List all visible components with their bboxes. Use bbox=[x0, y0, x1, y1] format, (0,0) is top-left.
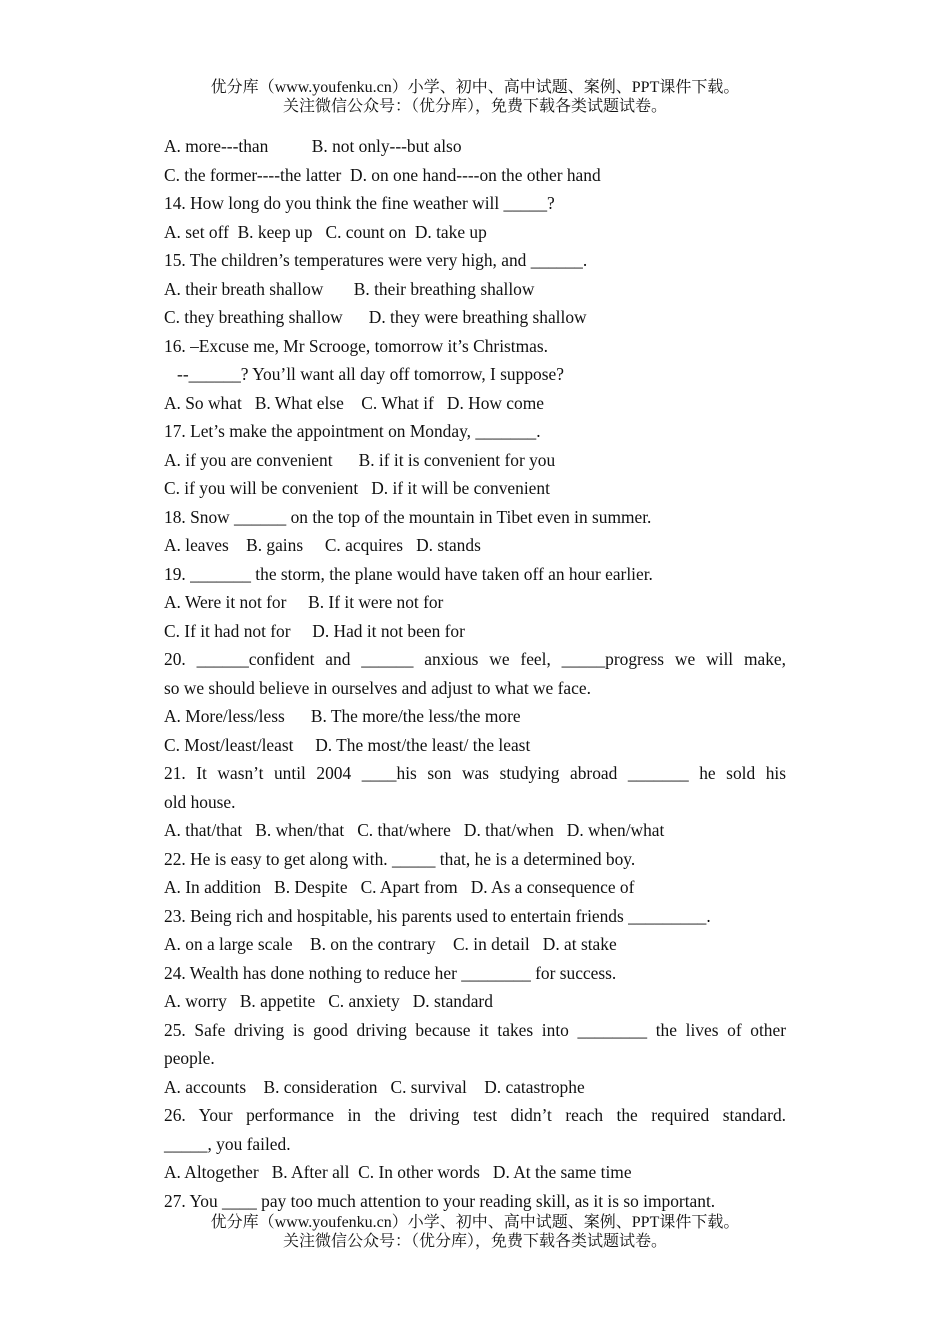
text-line: A. their breath shallow B. their breathing shallow bbox=[164, 278, 535, 299]
text-line: C. the former----the latter D. on one hand----on the other hand bbox=[164, 164, 601, 185]
text-line: A. So what B. What else C. What if D. How come bbox=[164, 392, 544, 413]
text-line: _____, you failed. bbox=[164, 1133, 291, 1154]
text-line: 16. –Excuse me, Mr Scrooge, tomorrow it’s Christmas. bbox=[164, 335, 548, 356]
text-line: 27. You ____ pay too much attention to your reading skill, as it is so important. bbox=[164, 1190, 716, 1211]
text-line: 19. _______ the storm, the plane would have taken off an hour earlier. bbox=[164, 563, 653, 584]
text-line: A. Altogether B. After all C. In other words D. At the same time bbox=[164, 1162, 632, 1182]
text-line: A. worry B. appetite C. anxiety D. standard bbox=[164, 991, 493, 1011]
text-line: 17. Let’s make the appointment on Monday, _______. bbox=[164, 421, 541, 441]
text-line: 26. Your performance in the driving test didn’t reach the required standard. bbox=[164, 1105, 786, 1125]
text-line: A. that/that B. when/that C. that/where D. that/when D. when/what bbox=[164, 820, 665, 840]
text-line: A. leaves B. gains C. acquires D. stands bbox=[164, 535, 481, 555]
text-line: 25. Safe driving is good driving because it takes into ________ the lives of other bbox=[164, 1019, 786, 1040]
text-line: A. In addition B. Despite C. Apart from D. As a consequence of bbox=[164, 877, 635, 897]
text-line: A. if you are convenient B. if it is convenient for you bbox=[164, 449, 556, 470]
header-line-2: 关注微信公众号：（优分库），免费下载各类试题试卷。 bbox=[282, 98, 667, 115]
document-body bbox=[164, 132, 786, 1215]
text-line: A. accounts B. consideration C. survival D. catastrophe bbox=[164, 1076, 585, 1097]
text-line: 15. The children’s temperatures were very high, and ______. bbox=[164, 250, 588, 270]
text-line: 24. Wealth has done nothing to reduce her ________ for success. bbox=[164, 962, 617, 983]
text-line: so we should believe in ourselves and adjust to what we face. bbox=[164, 677, 591, 698]
text-line: people. bbox=[164, 1048, 215, 1068]
footer-line-2: 关注微信公众号：（优分库），免费下载各类试题试卷。 bbox=[282, 1233, 667, 1250]
text-line: A. Were it not for B. If it were not for bbox=[164, 592, 444, 612]
text-line: 22. He is easy to get along with. _____ that, he is a determined boy. bbox=[164, 848, 636, 869]
text-line: 20. ______confident and ______ anxious we feel, _____progress we will make, bbox=[164, 649, 786, 669]
text-line: C. Most/least/least D. The most/the least/ the least bbox=[164, 734, 531, 755]
footer-line-1: 优分库（www.youfenku.cn）小学、初中、高中试题、案例、PPT课件下载。 bbox=[210, 1214, 740, 1231]
page-header bbox=[0, 78, 950, 116]
text-line: 21. It wasn’t until 2004 ____his son was studying abroad _______ he sold his bbox=[164, 763, 786, 783]
text-line: A. More/less/less B. The more/the less/the more bbox=[164, 706, 521, 726]
text-line: A. on a large scale B. on the contrary C. in detail D. at stake bbox=[164, 934, 617, 954]
text-line: 14. How long do you think the fine weather will _____? bbox=[164, 193, 555, 213]
text-line: old house. bbox=[164, 791, 236, 812]
text-line: 18. Snow ______ on the top of the mountain in Tibet even in summer. bbox=[164, 506, 652, 527]
text-line: A. set off B. keep up C. count on D. take up bbox=[164, 221, 487, 242]
text-line: C. If it had not for D. Had it not been for bbox=[164, 620, 465, 641]
page-footer bbox=[0, 1213, 950, 1251]
text-line: 23. Being rich and hospitable, his parents used to entertain friends _________. bbox=[164, 905, 711, 926]
text-line: A. more---than B. not only---but also bbox=[164, 136, 462, 156]
header-line-1: 优分库（www.youfenku.cn）小学、初中、高中试题、案例、PPT课件下载。 bbox=[210, 79, 740, 96]
text-line: C. if you will be convenient D. if it will be convenient bbox=[164, 478, 550, 498]
text-line: --______? You’ll want all day off tomorrow, I suppose? bbox=[164, 364, 564, 384]
text-line: C. they breathing shallow D. they were breathing shallow bbox=[164, 307, 587, 327]
